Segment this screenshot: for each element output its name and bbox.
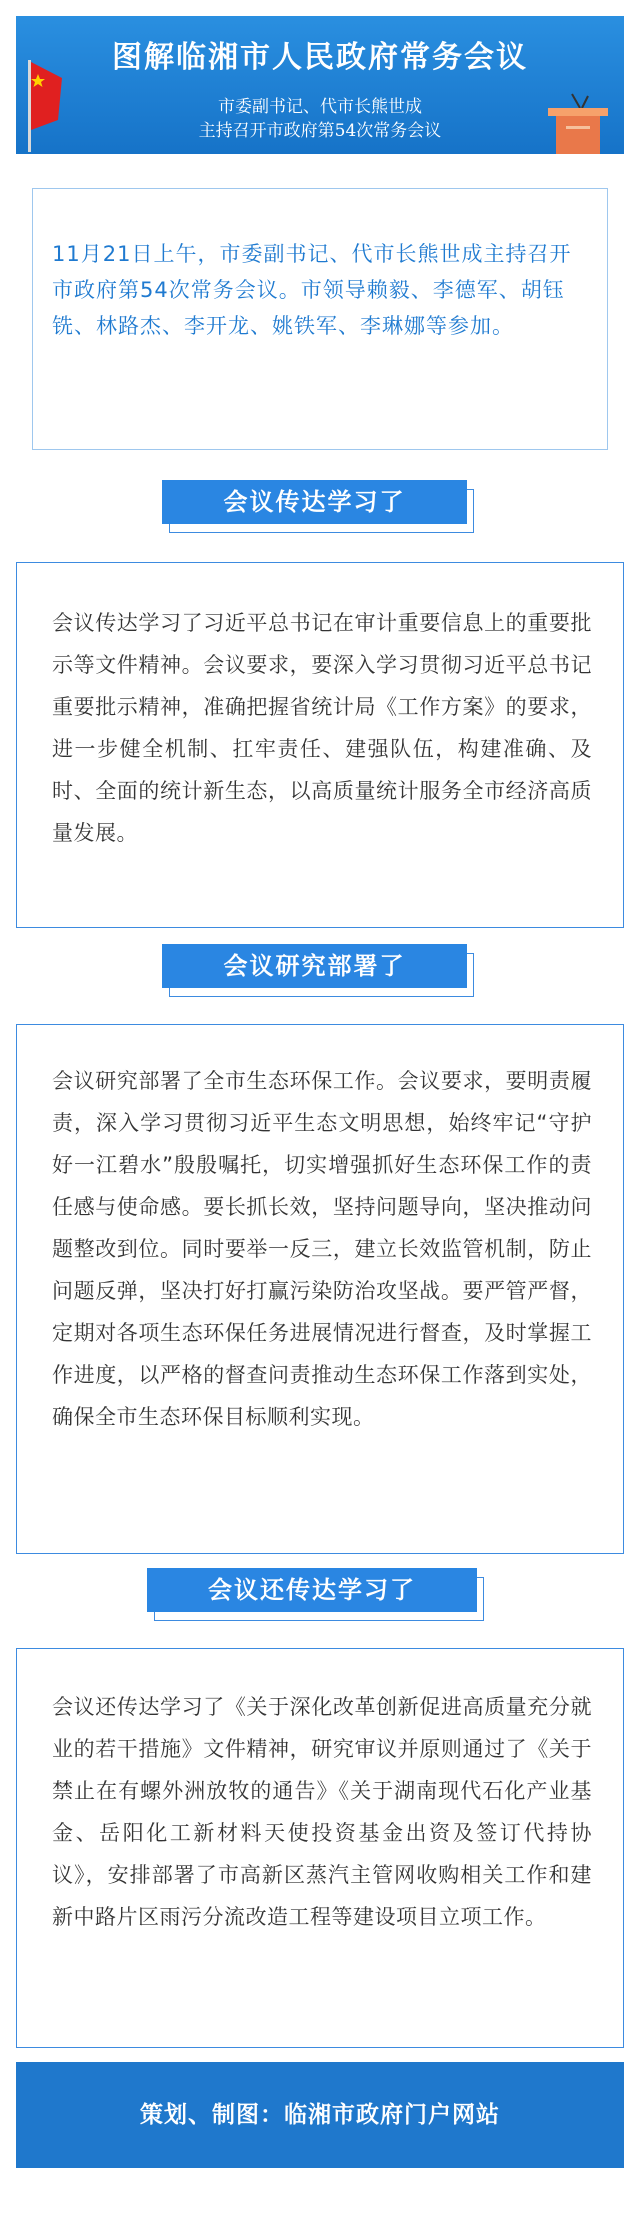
page-title: 图解临湘市人民政府常务会议	[112, 40, 528, 75]
podium-icon	[542, 90, 614, 154]
banner-subtitle-line1: 市委副书记、代市长熊世成	[218, 97, 422, 117]
section-body-3: 会议还传达学习了《关于深化改革创新促进高质量充分就业的若干措施》文件精神，研究审议并原则通过了《关于禁止在有螺外洲放牧的通告》《关于湖南现代石化产业基金、岳阳化工新材料天使投资基金出资及签订代持协议》，安排部署了市高新区蒸汽主管网收购相关工作和建新中路片区雨污分流改造工程等建设项目立项工作。	[52, 1695, 592, 1929]
heading-label: 会议研究部署了	[162, 944, 467, 988]
flag-icon	[24, 60, 64, 152]
section-heading-3	[147, 1568, 477, 1612]
heading-label: 会议还传达学习了	[147, 1568, 477, 1612]
section-body-1: 会议传达学习了习近平总书记在审计重要信息上的重要批示等文件精神。会议要求，要深入学习贯彻习近平总书记重要批示精神，准确把握省统计局《工作方案》的要求，进一步健全机制、扛牢责任、建强队伍，构建准确、及时、全面的统计新生态，以高质量统计服务全市经济高质量发展。	[52, 611, 592, 845]
footer-credit: 策划、制图：临湘市政府门户网站	[16, 2062, 624, 2168]
header-banner	[16, 16, 624, 154]
banner-subtitle-line2: 主持召开市政府第54次常务会议	[198, 121, 442, 141]
heading-label: 会议传达学习了	[162, 480, 467, 524]
section-heading-2	[162, 944, 467, 988]
intro-text: 11月21日上午，市委副书记、代市长熊世成主持召开市政府第54次常务会议。市领导赖毅、李德军、胡钰铣、林路杰、李开龙、姚铁军、李琳娜等参加。	[52, 242, 572, 338]
section-body-2: 会议研究部署了全市生态环保工作。会议要求，要明责履责，深入学习贯彻习近平生态文明思想，始终牢记“守护好一江碧水”殷殷嘱托，切实增强抓好生态环保工作的责任感与使命感。要长抓长效，坚持问题导向，坚决推动问题整改到位。同时要举一反三，建立长效监管机制，防止问题反弹，坚决打好打赢污染防治攻坚战。要严管严督，定期对各项生态环保任务进展情况进行督查，及时掌握工作进度，以严格的督查问责推动生态环保工作落到实处，确保全市生态环保目标顺利实现。	[52, 1069, 592, 1429]
section-heading-1	[162, 480, 467, 524]
